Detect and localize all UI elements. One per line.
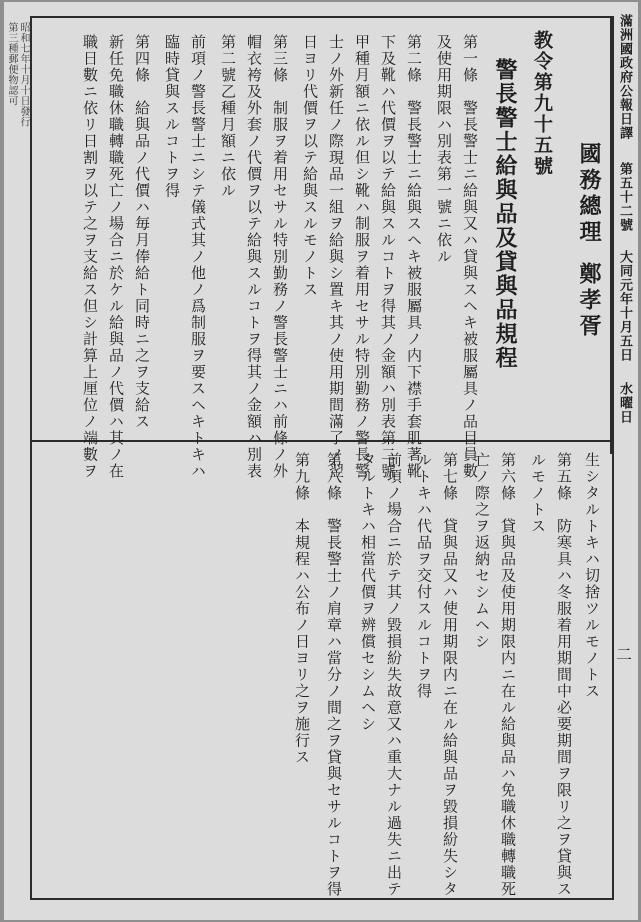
gazette-issue: 第五十二號: [617, 162, 632, 232]
article-text: 新任免職休職轉職死亡ノ場合ニ於ケル給與品ノ代價ハ其ノ在: [107, 34, 125, 480]
gazette-date: 大同元年十月五日: [617, 250, 632, 362]
article-text: 士ノ外新任ノ際現品一組ヲ給與シ置キ其ノ使用期間滿了ノ翌: [327, 34, 345, 480]
gazette-weekday: 水曜日: [617, 382, 632, 424]
header-divider: [610, 16, 612, 454]
page-number: 二: [616, 645, 633, 664]
article-text: ルモノトス: [529, 452, 547, 535]
gazette-name: 滿洲國政府公報日譯: [617, 14, 632, 140]
article-text: 職日數ニ依リ日割ヲ以テ之ヲ支給ス但シ計算上厘位ノ端數ヲ: [81, 34, 99, 480]
article-text: 臨時貸與スルコトヲ得: [163, 34, 181, 199]
article-text: 第三條 制服ヲ着用セサル特別勤務ノ警長警士ニハ前條ノ外: [271, 34, 289, 480]
article-text: 第七條 貸與品又ハ使用期限内ニ在ル給與品ヲ毀損紛失シタ: [441, 452, 459, 898]
article-text: 日ヨリ代價ヲ以テ給與スルモノトス: [301, 34, 319, 298]
article-text: 第二號乙種月額ニ依ル: [219, 34, 237, 199]
article-text: 前項ノ場合ニ於テ其ノ毀損紛失故意又ハ重大ナル過失ニ出テ: [385, 452, 403, 898]
article-text: ルトキハ代品ヲ交付スルコトヲ得: [415, 452, 433, 700]
article-text: 第二條 警長警士ニ給與スヘキ被服屬具ノ内下襟手套肌著靴: [405, 34, 423, 480]
article-text: 第九條 本規程ハ公布ノ日ヨリ之ヲ施行ス: [293, 452, 311, 766]
printer-note-mail: 第三種郵便物認可: [6, 22, 17, 106]
printer-note-issue: 昭和七年十月十日發行: [18, 22, 29, 127]
article-text: 前項ノ警長警士ニシテ儀式其ノ他ノ爲制服ヲ要スヘキトキハ: [189, 34, 207, 480]
signatory-name: 鄭孝胥: [576, 262, 602, 340]
ordinance-number: 教令第九十五號: [531, 30, 553, 177]
article-text: 下及靴ハ代價ヲ以テ給與スルコトヲ得其ノ金額ハ別表第二號: [379, 34, 397, 480]
gazette-page: [4, 2, 638, 920]
article-text: 生シタルトキハ切捨ツルモノトス: [583, 452, 601, 700]
article-text: タルトキハ相當代價ヲ辨償セシムヘシ: [359, 452, 377, 733]
article-text: 第一條 警長警士ニ給與又ハ貸與スヘキ被服屬具ノ品目員數: [461, 34, 479, 480]
signatory-title: 國務總理: [576, 142, 602, 246]
article-text: 帽衣袴及外套ノ代價ヲ以テ給與スルコトヲ得其ノ金額ハ別表: [245, 34, 263, 480]
article-text: 及使用期限ハ別表第一號ニ依ル: [435, 34, 453, 265]
article-text: 甲種月額ニ依ル但シ靴ハ制服ヲ着用セサル特別勤務ノ警長警: [353, 34, 371, 480]
article-text: 第四條 給與品ノ代價ハ毎月俸給ト同時ニ之ヲ支給ス: [133, 34, 151, 430]
article-text: 亡ノ際之ヲ返納セシムヘシ: [473, 452, 491, 650]
ordinance-title: 警長警士給與品及貸與品規程: [492, 58, 518, 370]
article-text: 第六條 貸與品及使用期限内ニ在ル給與品ハ免職休職轉職死: [499, 452, 517, 898]
article-text: 第八條 警長警士ノ肩章ハ當分ノ間之ヲ貸與セサルコトヲ得: [325, 452, 343, 898]
article-text: 第五條 防寒具ハ冬服着用期間中必要期間ヲ限リ之ヲ貸與ス: [555, 452, 573, 898]
